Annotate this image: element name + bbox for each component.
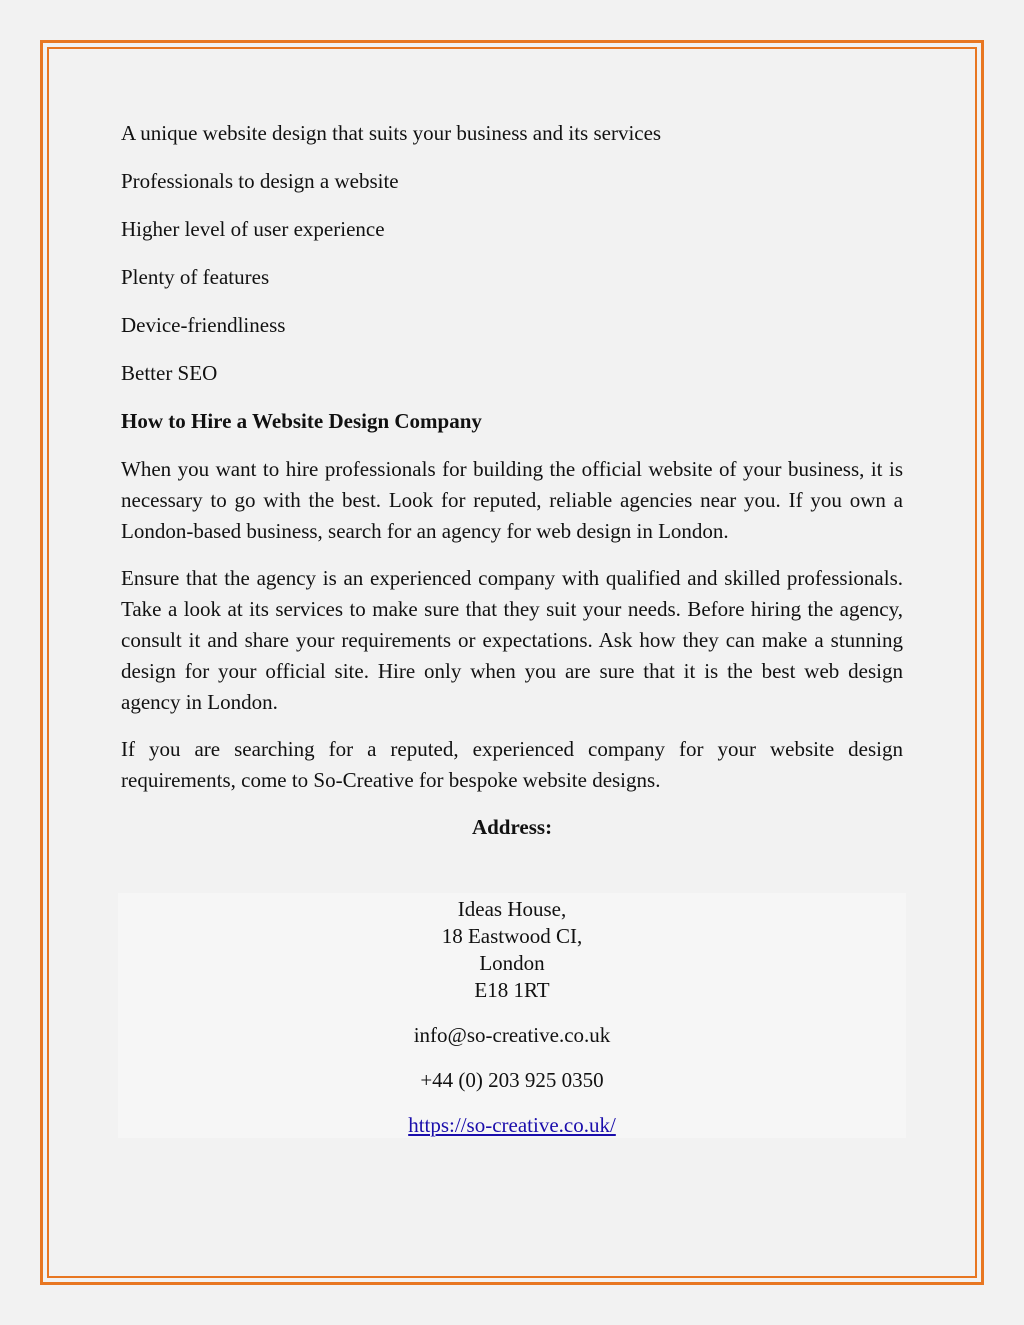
address-lines [118, 893, 906, 1004]
feature-line-unique-design: A unique website design that suits your business and its services [121, 121, 662, 145]
address-line-street: 18 Eastwood CI, [441, 924, 583, 948]
website-line [118, 1112, 906, 1139]
contact-phone: +44 (0) 203 925 0350 [420, 1068, 604, 1092]
document-body [121, 118, 903, 847]
feature-line-device-friendliness: Device-friendliness [121, 313, 286, 337]
address-line-building: Ideas House, [457, 897, 567, 921]
feature-line-professionals: Professionals to design a website [121, 169, 399, 193]
website-link[interactable]: https://so-creative.co.uk/ [408, 1113, 616, 1137]
address-heading: Address: [471, 815, 553, 839]
contact-email: info@so-creative.co.uk [413, 1023, 611, 1047]
feature-line-features: Plenty of features [121, 265, 270, 289]
paragraph-ensure-agency: Ensure that the agency is an experienced company with qualified and skilled professionals. Take a look at its services to make sure that they suit your needs. Before hiring the agency, consult it and share your requirements or expectations. Ask how they can make a stunning design for your official site. Hire only when you are sure that it is the best web design agency in London. [121, 566, 903, 714]
address-block [118, 893, 906, 1138]
feature-line-user-experience: Higher level of user experience [121, 217, 385, 241]
paragraph-so-creative: If you are searching for a reputed, experienced company for your website design requirements, come to So-Creative for bespoke website designs. [121, 737, 903, 792]
address-line-postcode: E18 1RT [474, 978, 550, 1002]
paragraph-hiring: When you want to hire professionals for building the official website of your business, it is necessary to go with the best. Look for reputed, reliable agencies near you. If you own a London-based business, search for an agency for web design in London. [121, 457, 903, 543]
section-heading: How to Hire a Website Design Company [121, 409, 482, 433]
address-line-city: London [479, 951, 545, 975]
feature-line-seo: Better SEO [121, 361, 218, 385]
